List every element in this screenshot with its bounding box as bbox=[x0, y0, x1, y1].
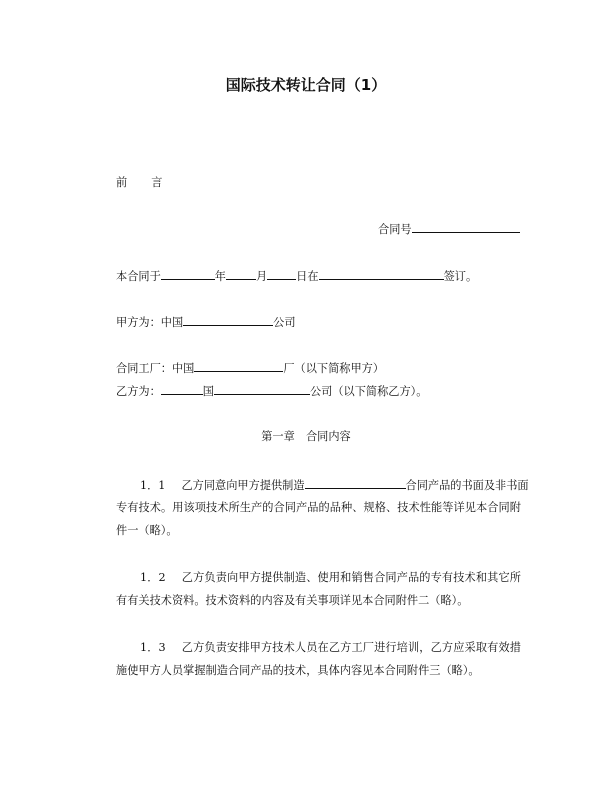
text: 国 bbox=[202, 385, 214, 398]
text: 月 bbox=[255, 270, 268, 283]
clause-1-3-line bbox=[116, 641, 521, 655]
party-a-line bbox=[116, 314, 296, 330]
text: 合同产品的书面及非书面 bbox=[405, 479, 529, 492]
chapter-heading: 第一章 合同内容 bbox=[261, 430, 351, 443]
contract-number-label: 合同号 bbox=[378, 223, 412, 236]
preface-heading bbox=[116, 176, 162, 190]
text: 甲方为：中国 bbox=[116, 316, 184, 329]
party-a-blank bbox=[183, 314, 273, 326]
clause-1-1-line: 件一（略）。 bbox=[116, 524, 178, 537]
product-blank bbox=[305, 477, 406, 489]
text: 厂（以下简称甲方） bbox=[283, 362, 385, 375]
party-b-name-blank bbox=[214, 383, 310, 395]
text: 乙方同意向甲方提供制造 bbox=[181, 479, 305, 492]
place-blank bbox=[319, 268, 444, 280]
clause-number: 1．1 bbox=[140, 479, 166, 492]
text: 本合同于 bbox=[116, 270, 161, 283]
text: 乙方负责安排甲方技术人员在乙方工厂进行培训，乙方应采取有效措 bbox=[181, 641, 521, 654]
preface-char: 前 bbox=[116, 176, 128, 189]
party-b-line bbox=[116, 383, 427, 399]
text: 签订。 bbox=[443, 270, 478, 283]
day-blank bbox=[267, 268, 296, 280]
text: 日在 bbox=[296, 270, 319, 283]
text: 公司（以下简称乙方）。 bbox=[309, 385, 428, 398]
signing-line bbox=[116, 268, 477, 284]
month-blank bbox=[226, 268, 256, 280]
clause-1-3-line: 施使甲方人员掌握制造合同产品的技术，具体内容见本合同附件三（略）。 bbox=[116, 664, 480, 677]
year-blank bbox=[161, 268, 215, 280]
clause-number: 1．3 bbox=[140, 641, 166, 654]
party-b-country-blank bbox=[161, 383, 203, 395]
text: 乙方为： bbox=[116, 385, 161, 398]
clause-1-1-line bbox=[116, 477, 529, 493]
clause-number: 1．2 bbox=[140, 571, 166, 584]
clause-1-2-line: 有有关技术资料。技术资料的内容及有关事项详见本合同附件二（略）。 bbox=[116, 594, 469, 607]
contract-number-blank bbox=[412, 221, 520, 233]
contract-number-line bbox=[378, 221, 520, 237]
factory-blank bbox=[194, 360, 283, 372]
clause-1-2-line bbox=[116, 571, 521, 585]
text: 合同工厂：中国 bbox=[116, 362, 195, 375]
text: 乙方负责向甲方提供制造、使用和销售合同产品的专有技术和其它所 bbox=[181, 571, 521, 584]
preface-char: 言 bbox=[151, 176, 163, 189]
text: 年 bbox=[214, 270, 226, 283]
clause-1-1-line: 专有技术。用该项技术所生产的合同产品的品种、规格、技术性能等详见本合同附 bbox=[116, 501, 521, 514]
factory-line bbox=[116, 360, 384, 376]
document-title: 国际技术转让合同（1） bbox=[225, 76, 387, 94]
text: 公司 bbox=[273, 316, 296, 329]
